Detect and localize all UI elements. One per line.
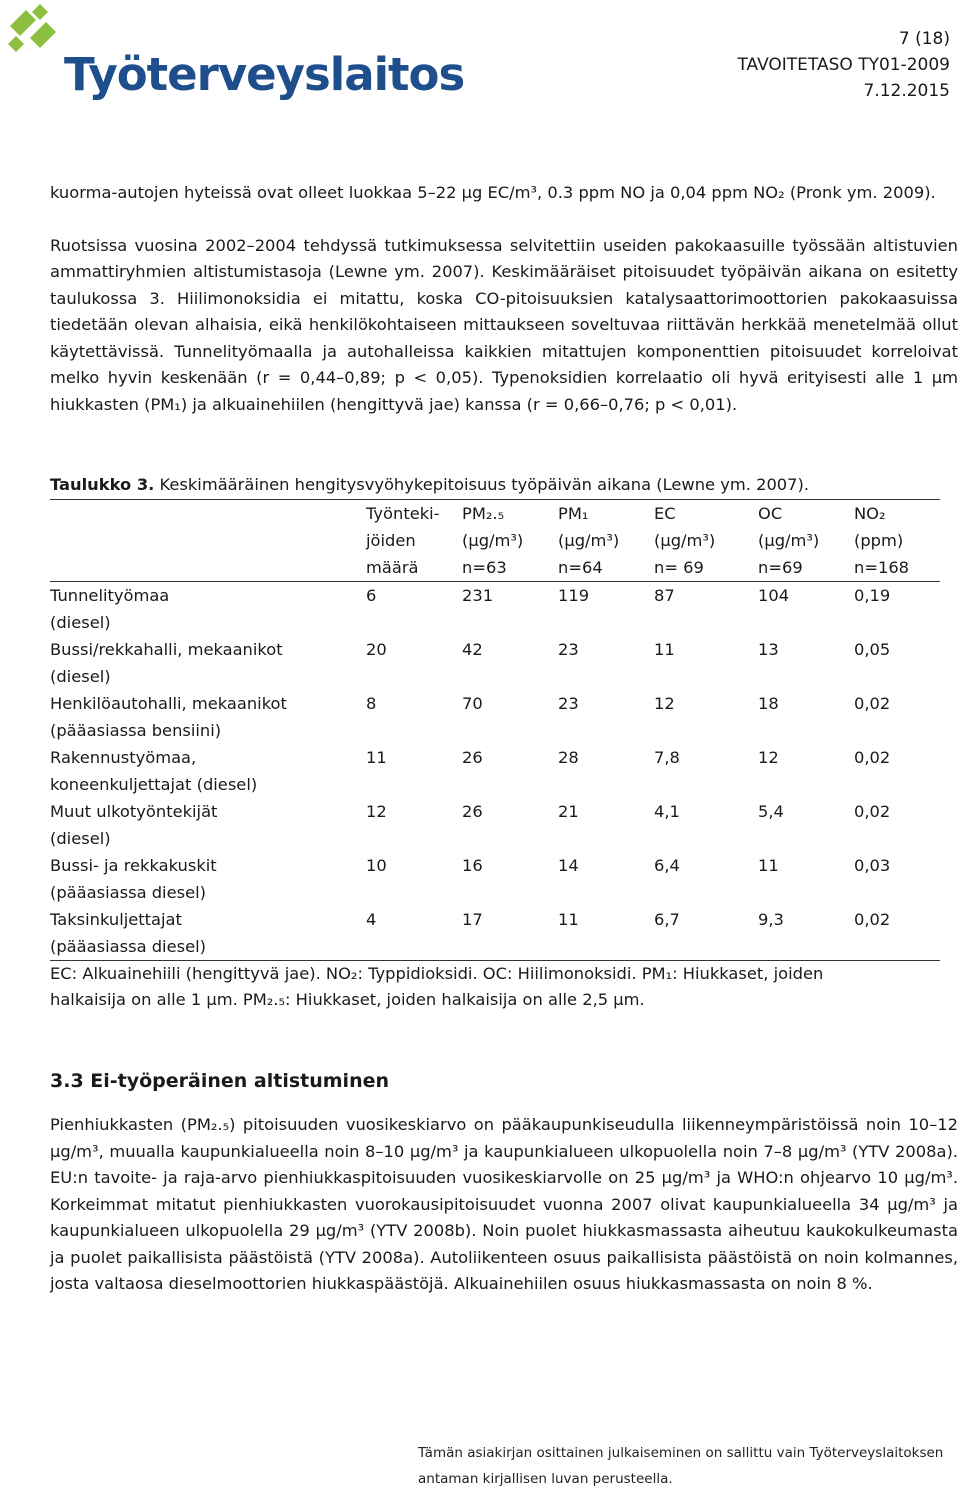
table-cell: 23 bbox=[558, 693, 579, 713]
table-header-cell: (µg/m³) bbox=[462, 530, 524, 550]
table-cell: 14 bbox=[558, 855, 579, 875]
table-cell: 0,02 bbox=[854, 693, 891, 713]
empty-cell bbox=[654, 609, 758, 636]
table-cell: 0,02 bbox=[854, 801, 891, 821]
table-row bbox=[50, 798, 940, 825]
table-header-cell: määrä bbox=[366, 554, 462, 582]
table-cell: 11 bbox=[558, 909, 579, 929]
table-cell: 6,4 bbox=[654, 855, 680, 875]
document-date: 7.12.2015 bbox=[863, 81, 950, 101]
row-sub-label: (pääasiassa bensiini) bbox=[50, 720, 222, 740]
table-header-cell: (ppm) bbox=[854, 530, 904, 550]
empty-cell bbox=[654, 771, 758, 798]
empty-cell bbox=[366, 825, 462, 852]
table-cell: 8 bbox=[366, 693, 377, 713]
table-cell: 6 bbox=[366, 585, 377, 605]
table-cell: 26 bbox=[462, 747, 483, 767]
paragraph-3: Pienhiukkasten (PM₂.₅) pitoisuuden vuosikeskiarvo on pääkaupunkiseudulla liikenneympäristöissä noin 10–12 µg/m³, muualla kaupunkialueella noin 8–10 µg/m³ ja kaupunkialueen ulkopuolella noin 7–8 µg/m³ (YTV 2008a). EU:n tavoite- ja raja-arvo pienhiukkaspitoisuuden vuosikeskiarvolle on 25 µg/m³ ja WHO:n ohjearvo 10 µg/m³. Korkeimmat mitatut pienhiukkasten vuorokausipitoisuudet vuonna 2007 olivat kaupunkialueella 34 µg/m³ ja kaupunkialueen ulkopuolella 29 µg/m³ (YTV 2008b). Noin puolet hiukkasmassasta aiheutuu kaukokulkeumasta ja puolet paikallisista päästöistä (YTV 2008a). Autoliikenteen osuus paikallisista päästöistä on noin kolmannes, josta valtaosa dieselmoottorien hiukkaspäästöjä. Alkuainehiilen osuus hiukkasmassasta on noin 8 %. bbox=[50, 1115, 958, 1293]
table-row-sub bbox=[50, 663, 940, 690]
logo bbox=[4, 4, 465, 112]
table-cell: 104 bbox=[758, 585, 790, 605]
empty-cell bbox=[558, 933, 654, 961]
table-caption bbox=[50, 472, 940, 500]
table-header-cell bbox=[50, 527, 366, 554]
table-cell: 4,1 bbox=[654, 801, 680, 821]
table-cell: 11 bbox=[758, 855, 779, 875]
paragraph-1: kuorma-autojen hyteissä ovat olleet luokkaa 5–22 µg EC/m³, 0.3 ppm NO ja 0,04 ppm NO₂ (Pronk ym. 2009). bbox=[50, 183, 936, 202]
table-header-cell: PM₁ bbox=[558, 503, 589, 523]
row-group-label: Bussi/rekkahalli, mekaanikot bbox=[50, 639, 283, 659]
empty-cell bbox=[654, 825, 758, 852]
table-footnote: EC: Alkuainehiili (hengittyvä jae). NO₂: Typpidioksidi. OC: Hiilimonoksidi. PM₁: Hiukkaset, joiden halkaisija on alle 1 µm. PM₂.₅: Hiukkaset, joiden halkaisija on alle 2,5 µm. bbox=[50, 963, 824, 1009]
table-cell: 12 bbox=[654, 693, 675, 713]
row-group-label: Henkilöautohalli, mekaanikot bbox=[50, 693, 287, 713]
table-header-cell: Työnteki- bbox=[366, 503, 440, 523]
table-cell: 26 bbox=[462, 801, 483, 821]
table-cell: 5,4 bbox=[758, 801, 784, 821]
empty-cell bbox=[758, 663, 854, 690]
empty-cell bbox=[462, 609, 558, 636]
row-group-label: Muut ulkotyöntekijät bbox=[50, 801, 218, 821]
empty-cell bbox=[462, 933, 558, 961]
table-row bbox=[50, 744, 940, 771]
footer-line-2: antaman kirjallisen luvan perusteella. bbox=[418, 1471, 673, 1487]
logo-mark-icon bbox=[4, 4, 68, 64]
empty-cell bbox=[462, 717, 558, 744]
empty-cell bbox=[462, 663, 558, 690]
table-cell: 231 bbox=[462, 585, 494, 605]
table-cell: 42 bbox=[462, 639, 483, 659]
empty-cell bbox=[366, 879, 462, 906]
table-cell: 87 bbox=[654, 585, 675, 605]
table-header-cell: (µg/m³) bbox=[558, 530, 620, 550]
table-row-sub bbox=[50, 933, 940, 961]
empty-cell bbox=[654, 663, 758, 690]
table-cell: 18 bbox=[758, 693, 779, 713]
empty-cell bbox=[758, 609, 854, 636]
empty-cell bbox=[758, 825, 854, 852]
row-sub-label: (pääasiassa diesel) bbox=[50, 933, 366, 961]
table-cell: 21 bbox=[558, 801, 579, 821]
table-header-cell: jöiden bbox=[366, 530, 416, 550]
table-cell: 20 bbox=[366, 639, 387, 659]
table-header-cell: n=63 bbox=[462, 554, 558, 582]
document-id: TAVOITETASO TY01-2009 bbox=[737, 55, 950, 75]
table-header-row bbox=[50, 527, 940, 554]
empty-cell bbox=[462, 825, 558, 852]
empty-cell bbox=[758, 771, 854, 798]
table-row-sub bbox=[50, 771, 940, 798]
table-cell: 70 bbox=[462, 693, 483, 713]
table-header-cell: NO₂ bbox=[854, 503, 886, 523]
row-group-label: Rakennustyömaa, bbox=[50, 747, 197, 767]
table-row-sub bbox=[50, 609, 940, 636]
row-sub-label: koneenkuljettajat (diesel) bbox=[50, 774, 258, 794]
empty-cell bbox=[462, 771, 558, 798]
empty-cell bbox=[366, 717, 462, 744]
table-row-sub bbox=[50, 825, 940, 852]
table-header-cell: n=64 bbox=[558, 554, 654, 582]
table-cell: 28 bbox=[558, 747, 579, 767]
table-cell: 0,02 bbox=[854, 747, 891, 767]
empty-cell bbox=[854, 933, 940, 961]
table-cell: 6,7 bbox=[654, 909, 680, 929]
table-header-cell: n=168 bbox=[854, 554, 940, 582]
table-cell: 13 bbox=[758, 639, 779, 659]
table-caption-label: Taulukko 3. bbox=[50, 475, 155, 494]
table-cell: 12 bbox=[366, 801, 387, 821]
logo-wordmark: Työterveyslaitos bbox=[64, 48, 465, 101]
empty-cell bbox=[854, 825, 940, 852]
table-cell: 11 bbox=[654, 639, 675, 659]
table-cell: 0,05 bbox=[854, 639, 891, 659]
footer bbox=[418, 1440, 943, 1492]
empty-cell bbox=[758, 933, 854, 961]
table-header-cell: PM₂.₅ bbox=[462, 503, 505, 523]
row-sub-label: (diesel) bbox=[50, 828, 111, 848]
row-sub-label: (diesel) bbox=[50, 666, 111, 686]
table-caption-text: Keskimääräinen hengitysvyöhykepitoisuus työpäivän aikana (Lewne ym. 2007). bbox=[154, 475, 810, 494]
table-cell: 0,03 bbox=[854, 855, 891, 875]
footer-line-1: Tämän asiakirjan osittainen julkaiseminen on sallittu vain Työterveyslaitoksen bbox=[418, 1445, 944, 1461]
table-cell: 12 bbox=[758, 747, 779, 767]
empty-cell bbox=[558, 771, 654, 798]
empty-cell bbox=[558, 663, 654, 690]
empty-cell bbox=[558, 879, 654, 906]
table-header-cell: n=69 bbox=[758, 554, 854, 582]
table-row bbox=[50, 852, 940, 879]
row-group-label: Tunnelityömaa bbox=[50, 585, 170, 605]
table-header-cell: OC bbox=[758, 503, 783, 523]
table-header-row bbox=[50, 500, 940, 527]
document-header bbox=[737, 26, 950, 104]
table-cell: 0,19 bbox=[854, 585, 891, 605]
empty-cell bbox=[854, 717, 940, 744]
row-group-label: Taksinkuljettajat bbox=[50, 909, 182, 929]
empty-cell bbox=[854, 771, 940, 798]
empty-cell bbox=[366, 933, 462, 961]
row-sub-label: (diesel) bbox=[50, 612, 111, 632]
table-header-cell bbox=[50, 500, 366, 527]
table-header-row bbox=[50, 554, 940, 582]
empty-cell bbox=[654, 879, 758, 906]
table-cell: 7,8 bbox=[654, 747, 680, 767]
empty-cell bbox=[366, 663, 462, 690]
table-row bbox=[50, 690, 940, 717]
table-header-cell: EC bbox=[654, 503, 676, 523]
table-cell: 9,3 bbox=[758, 909, 784, 929]
table-cell: 11 bbox=[366, 747, 387, 767]
table-cell: 0,02 bbox=[854, 909, 891, 929]
table-header-cell: n= 69 bbox=[654, 554, 758, 582]
page-number: 7 (18) bbox=[898, 29, 950, 49]
table-row-sub bbox=[50, 879, 940, 906]
table-row-sub bbox=[50, 717, 940, 744]
table-cell: 16 bbox=[462, 855, 483, 875]
exposure-table bbox=[50, 500, 940, 961]
row-group-label: Bussi- ja rekkakuskit bbox=[50, 855, 217, 875]
row-sub-label: (pääasiassa diesel) bbox=[50, 882, 206, 902]
empty-cell bbox=[558, 825, 654, 852]
document-body bbox=[50, 180, 958, 1298]
table-row bbox=[50, 906, 940, 933]
empty-cell bbox=[758, 717, 854, 744]
empty-cell bbox=[854, 879, 940, 906]
table-header-cell bbox=[50, 554, 366, 582]
empty-cell bbox=[366, 771, 462, 798]
empty-cell bbox=[462, 879, 558, 906]
empty-cell bbox=[558, 717, 654, 744]
table-cell: 17 bbox=[462, 909, 483, 929]
table-header-cell: (µg/m³) bbox=[654, 530, 716, 550]
table-cell: 23 bbox=[558, 639, 579, 659]
table-cell: 4 bbox=[366, 909, 377, 929]
table-cell: 10 bbox=[366, 855, 387, 875]
table-cell: 119 bbox=[558, 585, 590, 605]
empty-cell bbox=[854, 609, 940, 636]
table-row bbox=[50, 581, 940, 609]
empty-cell bbox=[654, 933, 758, 961]
empty-cell bbox=[558, 609, 654, 636]
table-header-cell: (µg/m³) bbox=[758, 530, 820, 550]
empty-cell bbox=[758, 879, 854, 906]
paragraph-2: Ruotsissa vuosina 2002–2004 tehdyssä tutkimuksessa selvitettiin useiden pakokaasuille työssään altistuvien ammattiryhmien altistumistasoja (Lewne ym. 2007). Keskimääräiset pitoisuudet työpäivän aikana on esitetty taulukossa 3. Hiilimonoksidia ei mitattu, koska CO-pitoisuuksien katalysaattorimoottorien pakokaasuissa tiedetään olevan alhaisia, eikä henkilökohtaiseen mittaukseen soveltuvaa riittävän herkkää menetelmää ollut käytettävissä. Tunnelityömaalla ja autohalleissa kaikkien mitattujen komponenttien pitoisuudet korreloivat melko hyvin keskenään (r = 0,44–0,89; p < 0,05). Typenoksidien korrelaatio oli hyvä erityisesti alle 1 µm hiukkasten (PM₁) ja alkuainehiilen (hengittyvä jae) kanssa (r = 0,66–0,76; p < 0,01). bbox=[50, 235, 958, 414]
table-row bbox=[50, 636, 940, 663]
empty-cell bbox=[654, 717, 758, 744]
empty-cell bbox=[854, 663, 940, 690]
section-heading: 3.3 Ei-työperäinen altistuminen bbox=[50, 1069, 390, 1092]
empty-cell bbox=[366, 609, 462, 636]
